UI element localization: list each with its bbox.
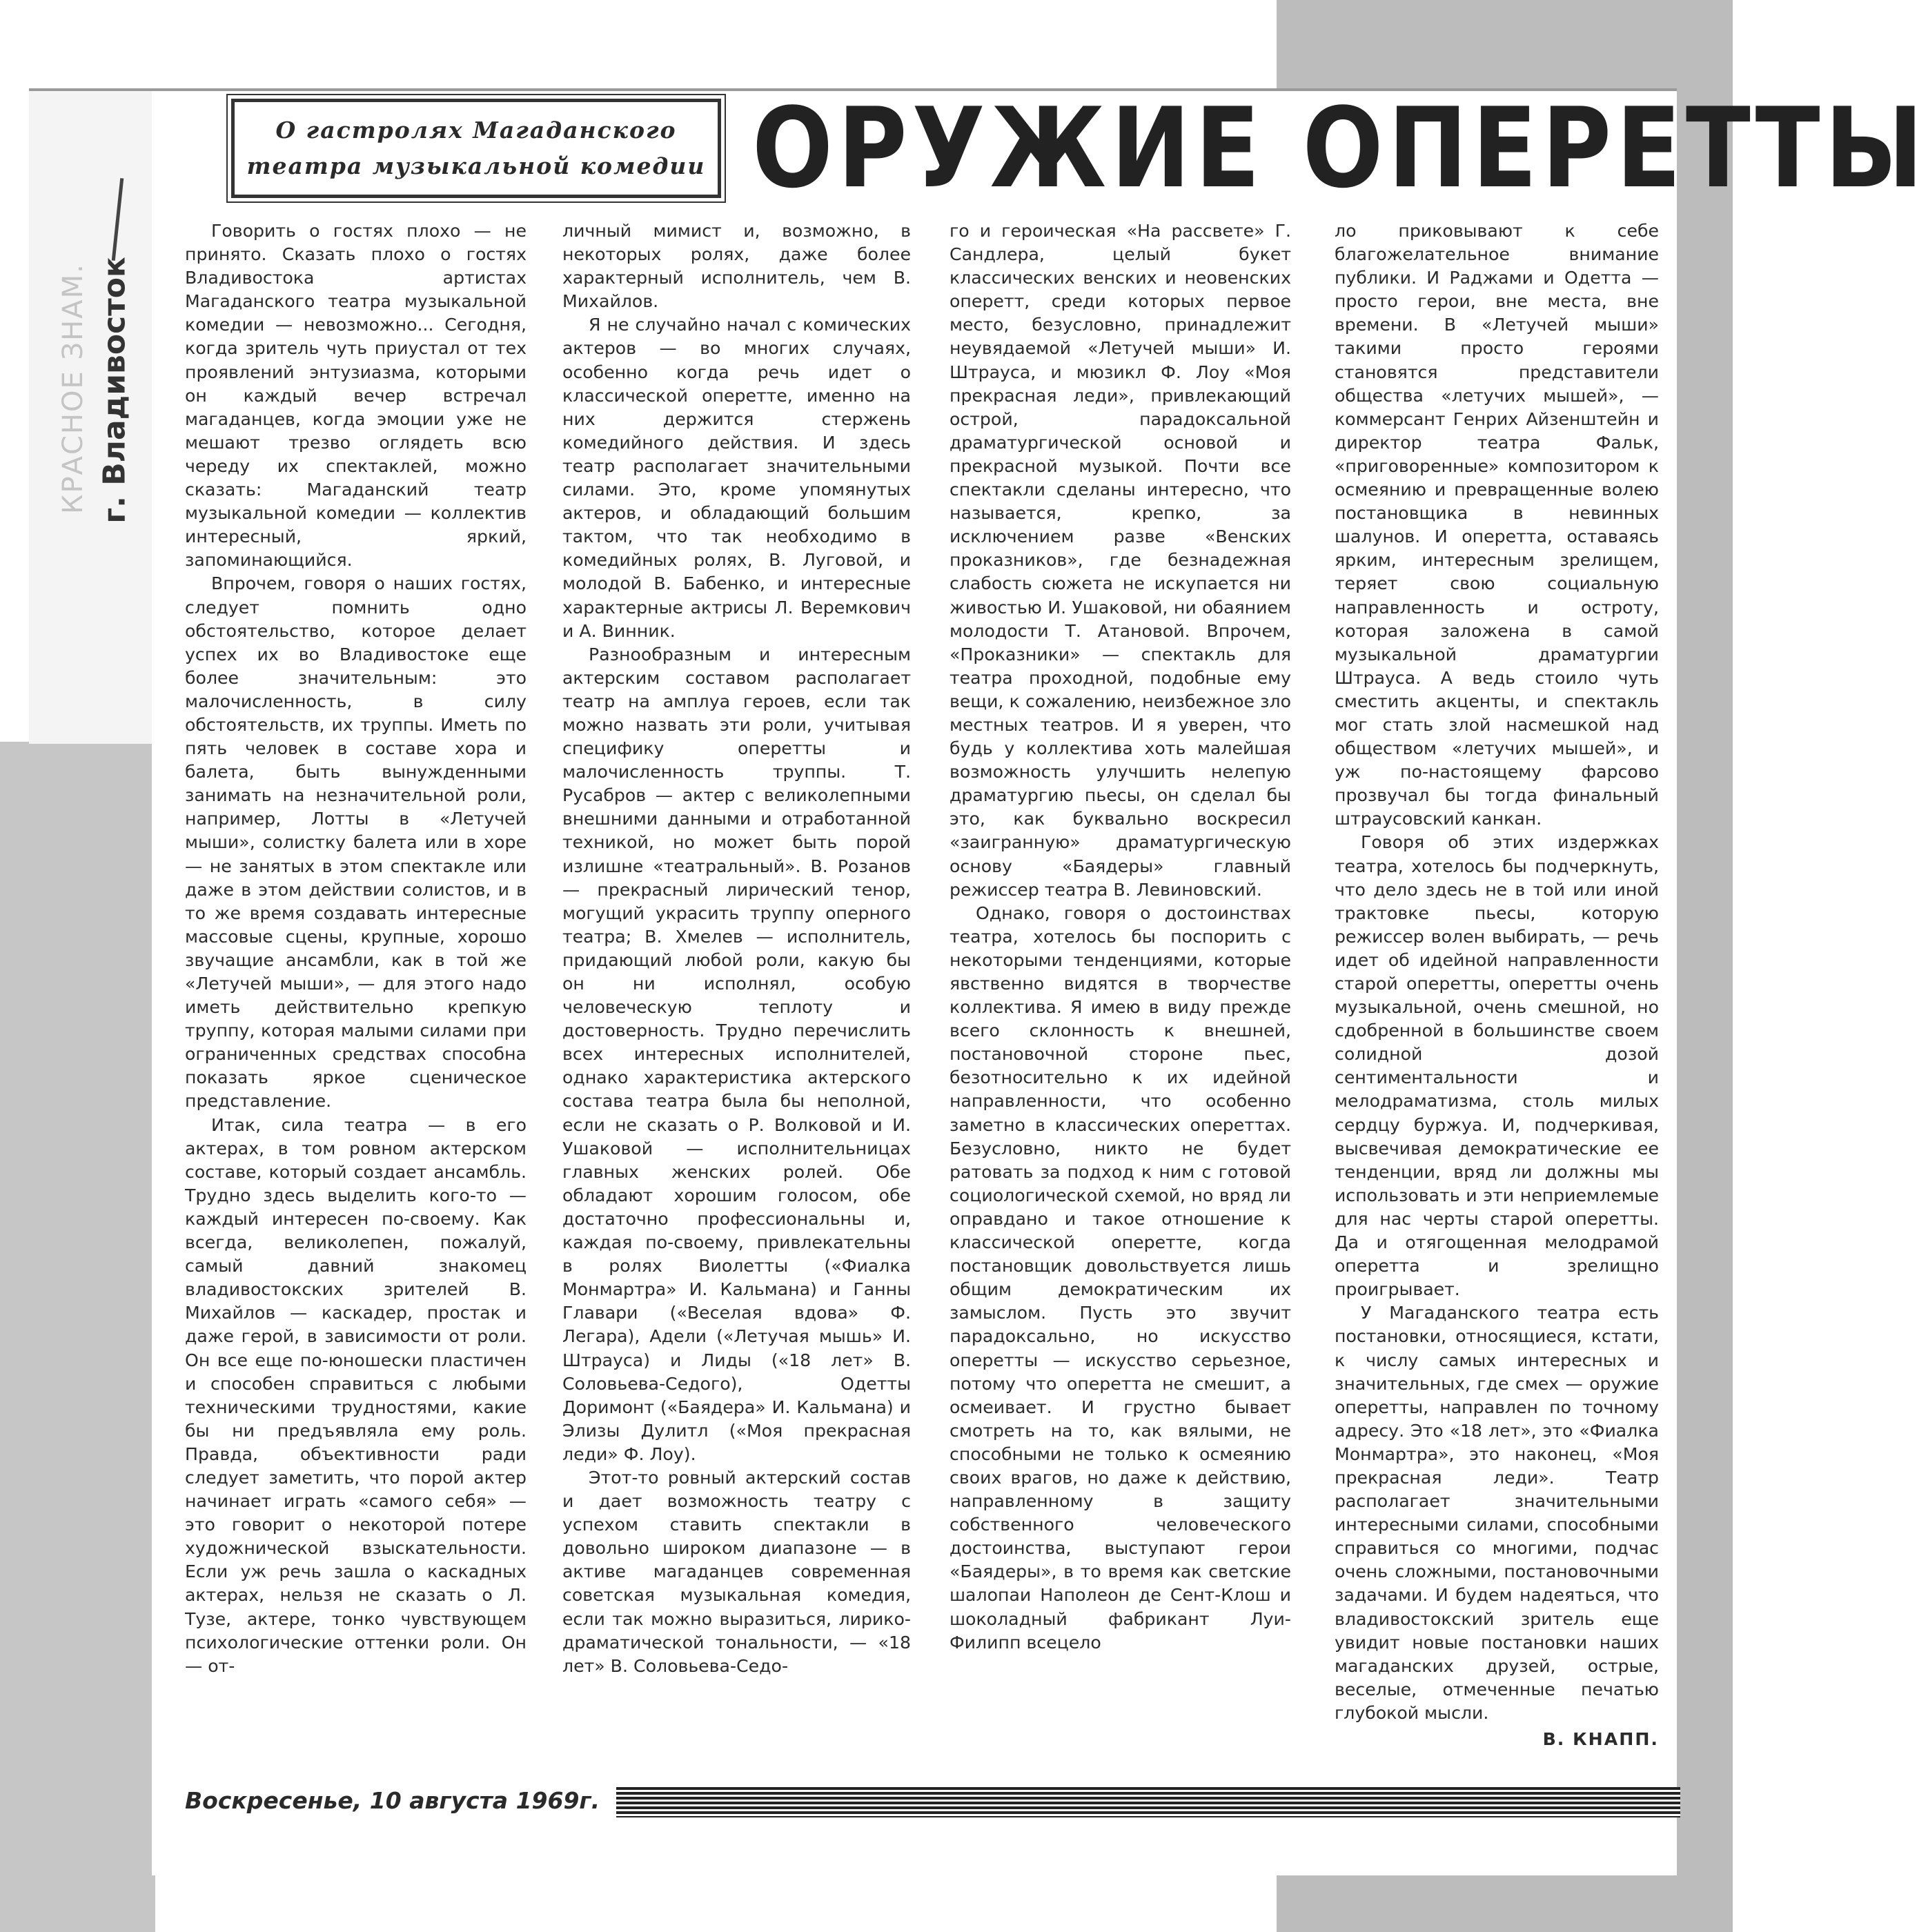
paragraph: Этот-то ровный актерский состав и дает возможность театру с успехом ставить спектакли в довольно широком диапазоне — в активе магаданцев современная советская музыкальная комедия, если так можно выразиться, лирико-драматической тональности, — «18 лет» В. Соловьева-Седо-	[562, 1467, 911, 1676]
article-column-3	[950, 219, 1291, 1782]
issue-date: Воскресенье, 10 августа 1969г.	[185, 1787, 600, 1814]
paragraph: Однако, говоря о достоинствах театра, хотелось бы поспорить с некоторыми тенденциями, которые явственно видятся в творчестве коллектива. Я имею в виду прежде всего склонность к внешней, постановочной стороне пьес, безотносительно к их идейной направленности, что особенно заметно в классических опереттах. Безусловно, никто не будет ратовать за подход к ним с готовой социологической схемой, но вряд ли оправдано и такое отношение к классической оперетте, когда постановщик довольствуется лишь общим демократическим их замыслом. Пусть это звучит парадоксально, но искусство оперетты — искусство серьезное, потому что оперетта не смешит, а осмеивает. И грустно бывает смотреть на то, как вялыми, не способными не только к осмеянию своих врагов, но даже к действию, направленному в защиту собственного человеческого достоинства, выступают герои «Баядеры», в то время как светские шалопаи Наполеон де Сент-Клош и шоколадный фабрикант Луи-Филипп всецело	[950, 903, 1291, 1653]
article-column-2	[562, 219, 911, 1782]
paragraph: Итак, сила театра — в его актерах, в том ровном актерском составе, который создает ансамбль. Трудно здесь выделить кого-то — каждый интересен по-своему. Как всегда, великолепен, пожалуй, самый давний знакомец владивостокских зрителей В. Михайлов — каскадер, простак и даже герой, в зависимости от роли. Он все еще по-юношески пластичен и способен справиться с любыми техническими трудностями, какие бы ни предъявляла ему роль. Правда, объективности ради следует заметить, что порой актер начинает играть «самого себя» — это говорит о некоторой потере художнической взыскательности. Если уж речь зашла о каскадных актерах, нельзя не сказать о Л. Тузе, актере, тонко чувствующем психологические оттенки роли. Он — от-	[185, 1114, 527, 1676]
background-gray-left	[0, 742, 155, 1932]
side-caption	[25, 172, 142, 600]
subtitle-line-2: театра музыкальной комедии	[246, 152, 706, 179]
paragraph: Впрочем, говоря о наших гостях, следует помнить одно обстоятельство, которое делает успех их во Владивостоке еще более значительным: это малочисленность, в силу обстоятельств, их труппы. Иметь по пять человек в составе хора и балета, быть вынужденными занимать на незначительной роли, например, Лотты в «Летучей мыши», солистку балета или в хоре — не занятых в этом спектакле или даже в этом действии солистов, и в то же время создавать интересные массовые сцены, крупные, хорошо звучащие ансамбли, как в той же «Летучей мыши», — для этого надо иметь действительно крепкую труппу, которая малыми силами при ограниченных средствах способна показать яркое сценическое представление.	[185, 573, 527, 1112]
paragraph: Говорить о гостях плохо — не принято. Сказать плохо о гостях Владивостока артистах Магаданского театра музыкальной комедии — невозможно... Сегодня, когда зритель чуть приустал от тех проявлений энтузиазма, которыми он каждый вечер встречал магаданцев, когда эмоции уже не мешают трезво оглядеть всю череду их спектаклей, можно сказать: Магаданский театр музыкальной комедии — коллектив интересный, яркий, запоминающийся.	[185, 221, 527, 571]
paragraph: го и героическая «На рассвете» Г. Сандлера, целый букет классических венских и неовенских оперетт, среди которых первое место, безусловно, принадлежит неувядаемой «Летучей мыши» И. Штрауса, и мюзикл Ф. Лоу «Моя прекрасная леди», привлекающий острой, парадоксальной драматургической основой и прекрасной музыкой. Почти все спектакли сделаны интересно, что называется, крепко, за исключением разве «Венских проказников», где безнадежная слабость сюжета не искупается ни живостью И. Ушаковой, ни обаянием молодости Т. Атановой. Впрочем, «Проказники» — спектакль для театра проходной, подобные ему вещи, к сожалению, неизбежное зло местных театров. И я уверен, что будь у коллектива хоть малейшая возможность улучшить нелепую драматургию пьесы, он сделал бы это, как буквально воскресил «заигранную» драматургическую основу «Баядеры» главный режиссер театра В. Левиновский.	[950, 221, 1291, 900]
footer-rule	[616, 1787, 1680, 1817]
city-name: г. Владивосток	[97, 257, 132, 524]
paragraph: Я не случайно начал с комических актеров — во многих случаях, особенно когда речь идет о классической оперетте, именно на них держится стержень комедийного действия. И здесь театр располагает значительными силами. Это, кроме упомянутых актеров, и обладающий большим тактом, что так необходимо в комедийных ролях, В. Луговой, и молодой В. Бабенко, и интересные характерные актрисы Л. Веремкович и А. Винник.	[562, 315, 911, 641]
paragraph: У Магаданского театра есть постановки, относящиеся, кстати, к числу самых интересных и значительных, где смех — оружие оперетты, направлен по точному адресу. Это «18 лет», это «Фиалка Монмартра», это наконец, «Моя прекрасная леди». Театр располагает значительными интересными силами, способными справиться со многими, подчас очень сложными, постановочными задачами. И будем надеяться, что владивостокский зритель еще увидит новые постановки наших магаданских друзей, острые, веселые, отмеченные печатью глубокой мысли.	[1335, 1303, 1659, 1723]
headline: ОРУЖИЕ ОПЕРЕТТЫ	[752, 83, 1928, 213]
article-body	[185, 219, 1659, 1782]
paragraph: Говоря об этих издержках театра, хотелось бы подчеркнуть, что дело здесь не в той или иной трактовке пьесы, которую режиссер волен выбирать, — речь идет об идейной направленности старой оперетты, оперетты очень музыкальной, очень смешной, но сдобренной в большинстве своем солидной дозой сентиментальности и мелодраматизма, столь милых сердцу буржуа. И, подчеркивая, высвечивая демократические ее тенденции, вряд ли должны мы использовать и эти неприемлемые для нас черты старой оперетты. Да и отягощенная мелодрамой оперетта и зрелищно проигрывает.	[1335, 832, 1659, 1300]
article-column-4	[1335, 219, 1659, 1782]
newspaper-name: КРАСНОЕ ЗНАМ.	[57, 263, 89, 514]
subtitle-box	[231, 99, 721, 198]
article-column-1	[185, 219, 527, 1782]
paragraph: личный мимист и, возможно, в некоторых ролях, даже более характерный исполнитель, чем В. Михайлов.	[562, 221, 911, 312]
paragraph: ло приковывают к себе благожелательное внимание публики. И Раджами и Одетта — просто герои, вне места, вне времени. В «Летучей мыши» такими просто героями становятся представители общества «летучих мышей», — коммерсант Генрих Айзенштейн и директор театра Фальк, «приговоренные» композитором к осмеянию и превращенные волею постановщика в невинных шалунов. И оперетта, оставаясь ярким, интересным зрелищем, теряет свою социальную направленность и остроту, которая заложена в самой музыкальной драматургии Штрауса. А ведь стоило чуть сместить акценты, и спектакль мог стать злой насмешкой над обществом «летучих мышей», и уж по-настоящему фарсово прозвучал бы тогда финальный штраусовский канкан.	[1335, 221, 1659, 829]
paragraph: Разнообразным и интересным актерским составом располагает театр на амплуа героев, если так можно назвать эти роли, учитывая специфику оперетты и малочисленность труппы. Т. Русабров — актер с великолепными внешними данными и отработанной техникой, но может быть порой излишне «театральный». В. Розанов — прекрасный лирический тенор, могущий украсить труппу оперного театра; В. Хмелев — исполнитель, придающий любой роли, какую бы он ни исполнял, особую человеческую теплоту и достоверность. Трудно перечислить всех интересных исполнителей, однако характеристика актерского состава театра была бы неполной, если не сказать о Р. Волковой и И. Ушаковой — исполнительницах главных женских ролей. Обе обладают хорошим голосом, обе достаточно профессиональны и, каждая по-своему, привлекательны в ролях Виолетты («Фиалка Монмартра» И. Кальмана) и Ганны Главари («Веселая вдова» Ф. Легара), Адели («Летучая мышь» И. Штрауса) и Лиды («18 лет» В. Соловьева-Седого), Одетты Доримонт («Баядера» И. Кальмана) и Элизы Дулитл («Моя прекрасная леди» Ф. Лоу).	[562, 644, 911, 1464]
author-signature: В. КНАПП.	[1542, 1729, 1659, 1749]
subtitle-line-1: О гастролях Магаданского	[275, 117, 677, 144]
